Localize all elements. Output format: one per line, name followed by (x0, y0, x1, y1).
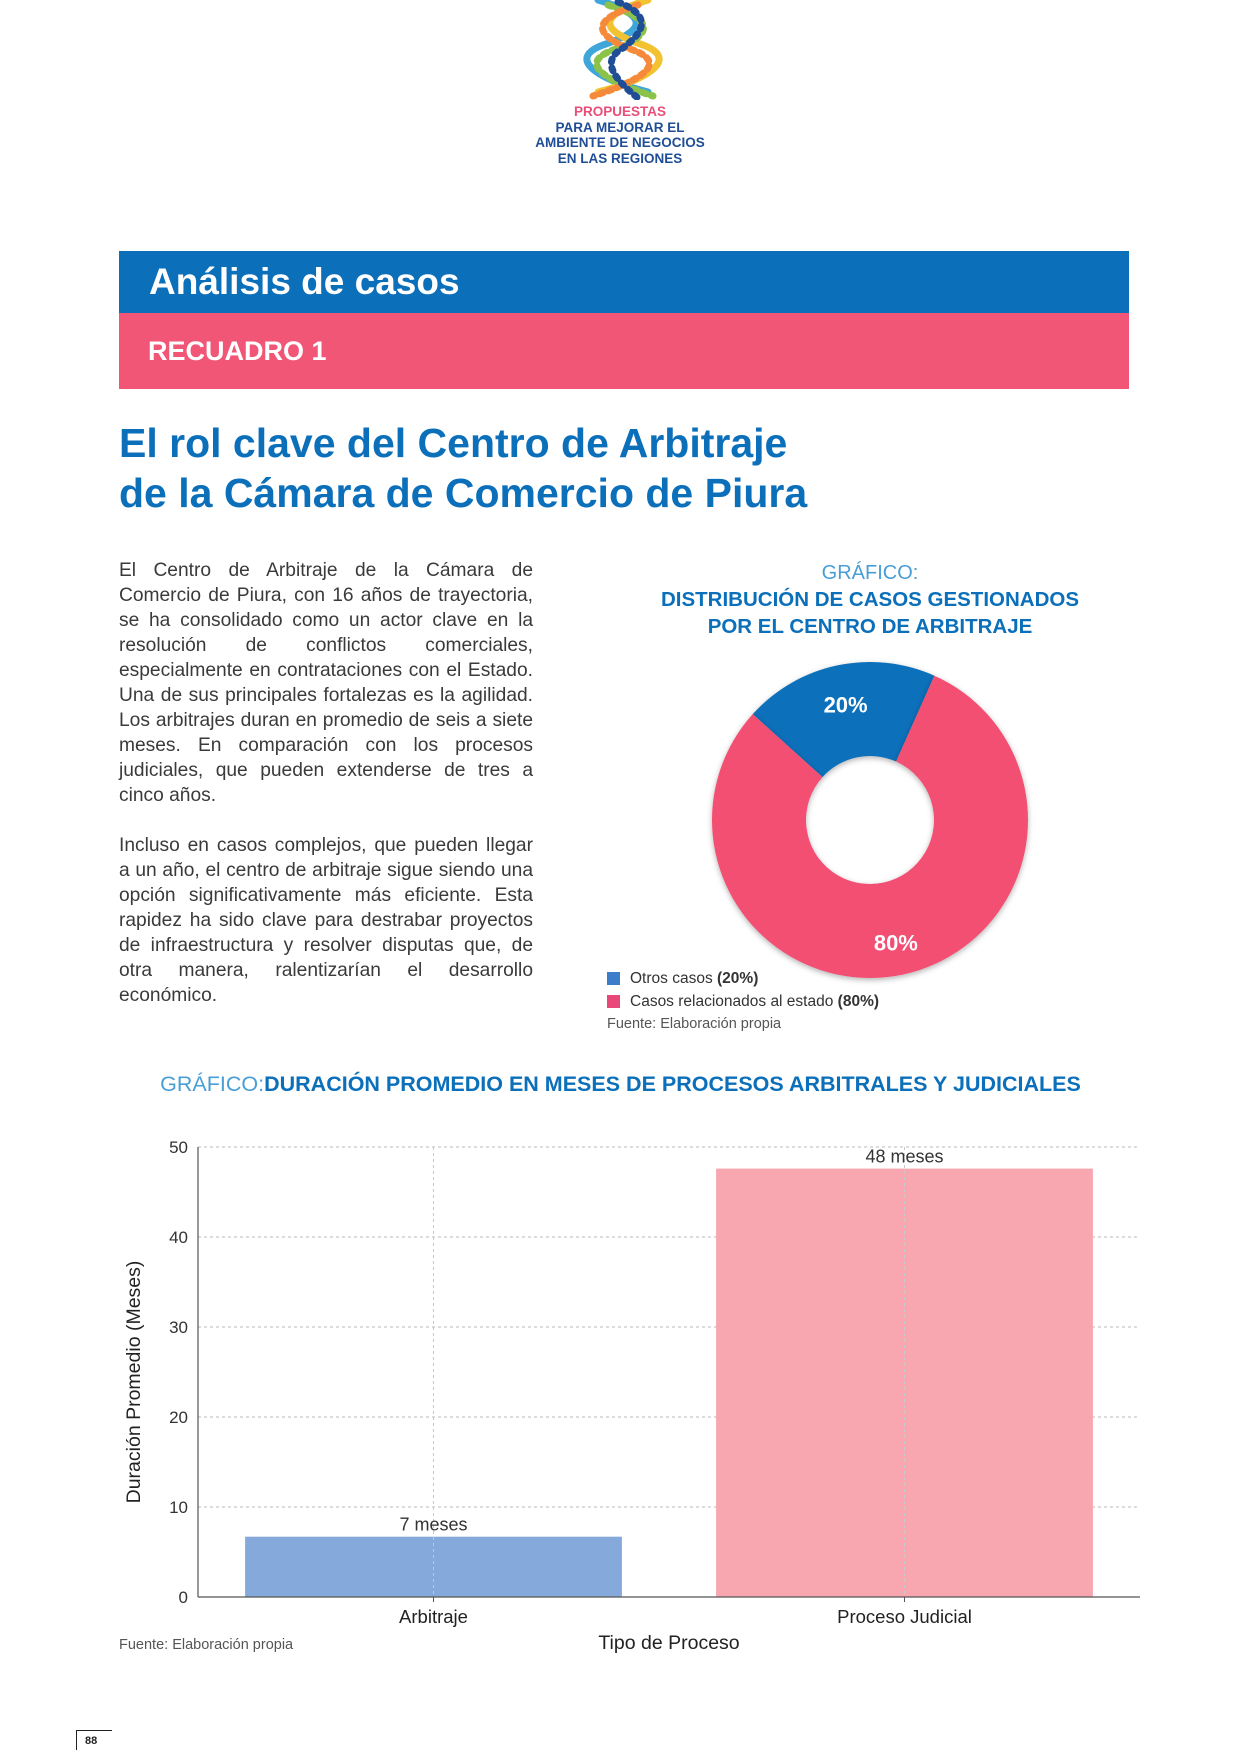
bar-chart (0, 1100, 1241, 1660)
logo-line-4: EN LAS REGIONES (557, 150, 683, 166)
bar-chart-title: DURACIÓN PROMEDIO EN MESES DE PROCESOS ARBITRALES Y JUDICIALES (264, 1072, 1081, 1096)
legend-swatch-state (607, 995, 620, 1008)
paragraph-1: El Centro de Arbitraje de la Cámara de Comercio de Piura, con 16 años de trayectoria, se ha consolidado como un actor clave en la resolución de conflictos comerciales, especialmente en contrataciones con el Estado. Una de sus principales fortalezas es la agilidad. Los arbitrajes duran en promedio de seis a siete meses. En comparación con los procesos judiciales, que pueden extenderse de tres a cinco años. (119, 560, 533, 806)
legend-item-state (607, 990, 879, 1013)
pie-source: Fuente: Elaboración propia (607, 1016, 782, 1032)
legend-pct-state: (80%) (837, 992, 880, 1010)
pie-chart-title-line-1: DISTRIBUCIÓN DE CASOS GESTIONADOS (660, 588, 1079, 611)
braid-logo (578, 0, 668, 100)
pie-chart-heading (630, 560, 1110, 640)
legend-label-state: Casos relacionados al estado (630, 992, 834, 1010)
pie-label-state: 80% (873, 930, 918, 956)
article-title (119, 418, 1119, 518)
bar-data-label-0: 7 meses (399, 1514, 468, 1535)
bar-source: Fuente: Elaboración propia (119, 1637, 294, 1653)
logo-line-3: AMBIENTE DE NEGOCIOS (535, 135, 705, 150)
y-tick-label-0: 0 (178, 1588, 188, 1607)
legend-swatch-other (607, 972, 620, 985)
y-tick-label-10: 10 (169, 1498, 188, 1517)
pie-chart-title-line-2: POR EL CENTRO DE ARBITRAJE (707, 615, 1033, 638)
pie-chart-prefix: GRÁFICO: (821, 562, 919, 584)
x-tick-label-0: Arbitraje (399, 1606, 468, 1627)
paragraph-2: Incluso en casos complejos, que pueden llegar a un año, el centro de arbitraje sigue siendo una opción significativamente más eficiente. Esta rapidez ha sido clave para destrabar proyectos de infraestructura y resolver disputas que, de otra manera, ralentizarían el desarrollo económico. (119, 835, 533, 1006)
x-axis-label: Tipo de Proceso (598, 1632, 740, 1654)
logo-caption (480, 104, 760, 166)
legend-pct-other: (20%) (717, 969, 759, 987)
article-body (119, 558, 533, 1033)
bar-data-label-1: 48 meses (865, 1146, 944, 1167)
bar-chart-heading (0, 1072, 1241, 1097)
section-title: Análisis de casos (119, 251, 1129, 313)
y-tick-label-30: 30 (169, 1318, 188, 1337)
y-tick-label-20: 20 (169, 1408, 188, 1427)
y-tick-label-40: 40 (169, 1228, 188, 1247)
pie-legend (607, 967, 879, 1013)
page-number: 88 (76, 1730, 112, 1750)
bar-chart-prefix: GRÁFICO: (160, 1072, 265, 1096)
x-tick-label-1: Proceso Judicial (837, 1606, 972, 1627)
donut-chart (700, 650, 1040, 990)
logo-line-1: PROPUESTAS (573, 104, 666, 119)
logo-line-2: PARA MEJORAR EL (555, 119, 685, 135)
y-tick-label-50: 50 (169, 1138, 188, 1157)
pie-label-other: 20% (823, 692, 868, 718)
legend-item-other (607, 967, 879, 990)
article-title-line-1: El rol clave del Centro de Arbitraje (119, 420, 788, 466)
article-title-line-2: de la Cámara de Comercio de Piura (119, 470, 808, 516)
y-axis-label: Duración Promedio (Meses) (123, 1260, 145, 1504)
box-label: RECUADRO 1 (119, 313, 1129, 389)
legend-label-other: Otros casos (630, 969, 713, 987)
